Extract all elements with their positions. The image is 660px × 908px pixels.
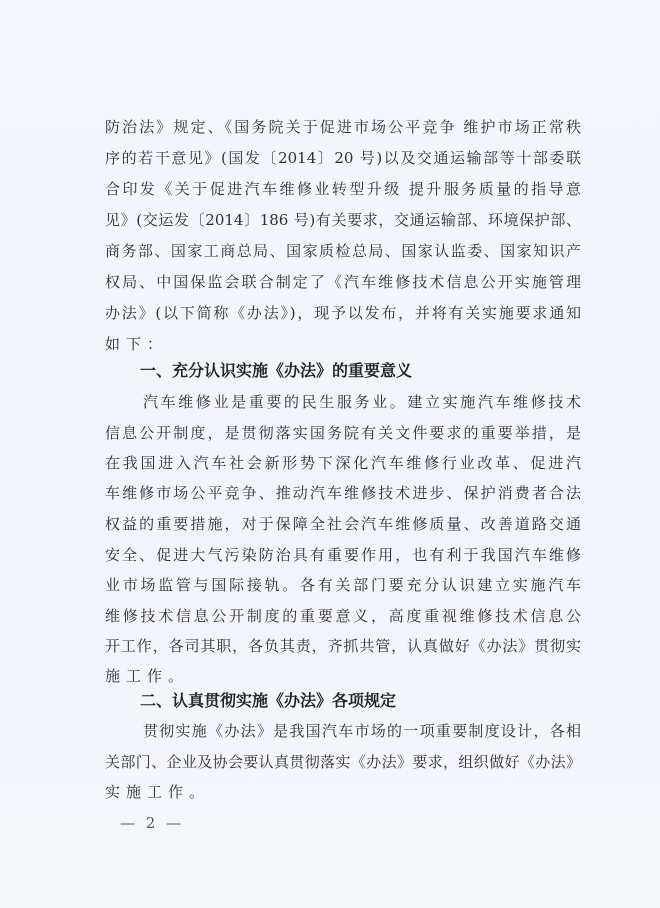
text-line: 序的若干意见》(国发〔2014〕20 号)以及交通运输部等十部委联	[105, 149, 581, 167]
text-line: 办法》(以下简称《办法》)，现予以发布，并将有关实施要求通知	[105, 304, 581, 322]
text-line: 商务部、国家工商总局、国家质检总局、国家认监委、国家知识产	[105, 242, 581, 260]
text-line: 权局、中国保监会联合制定了《汽车维修技术信息公开实施管理	[105, 273, 581, 291]
text-line: 车维修市场公平竞争、推动汽车维修技术进步、保护消费者合法	[105, 484, 581, 502]
text-line: 汽车维修业是重要的民生服务业。建立实施汽车维修技术	[143, 393, 581, 411]
text-line: 业市场监管与国际接轨。各有关部门要充分认识建立实施汽车	[105, 576, 581, 594]
text-line: 信息公开制度，是贯彻落实国务院有关文件要求的重要举措，是	[105, 424, 581, 442]
text-line: 安全、促进大气污染防治具有重要作用，也有利于我国汽车维修	[105, 546, 581, 564]
section-heading-1: 一、充分认识实施《办法》的重要意义	[140, 361, 413, 380]
section-heading-2: 二、认真贯彻实施《办法》各项规定	[140, 691, 397, 710]
text-line: 开工作，各司其职，各负其责，齐抓共管，认真做好《办法》贯彻实	[105, 637, 581, 655]
text-line: 在我国进入汽车社会新形势下深化汽车维修行业改革、促进汽	[105, 454, 581, 472]
text-line: 防治法》规定、《国务院关于促进市场公平竞争 维护市场正常秩	[105, 118, 581, 136]
text-line: 关部门、企业及协会要认真贯彻落实《办法》要求，组织做好《办法》	[105, 753, 581, 771]
text-line: 如下：	[105, 335, 169, 353]
text-line: 见》(交运发〔2014〕186 号)有关要求，交通运输部、环境保护部、	[105, 211, 581, 229]
page-number: — 2 —	[120, 814, 185, 832]
text-line: 施工作。	[105, 667, 190, 685]
text-line: 权益的重要措施，对于保障全社会汽车维修质量、改善道路交通	[105, 515, 581, 533]
text-line: 实施工作。	[105, 783, 211, 801]
text-line: 维修技术信息公开制度的重要意义，高度重视维修技术信息公	[105, 607, 581, 625]
text-line: 贯彻实施《办法》是我国汽车市场的一项重要制度设计，各相	[143, 722, 581, 740]
text-line: 合印发《关于促进汽车维修业转型升级 提升服务质量的指导意	[105, 180, 581, 198]
